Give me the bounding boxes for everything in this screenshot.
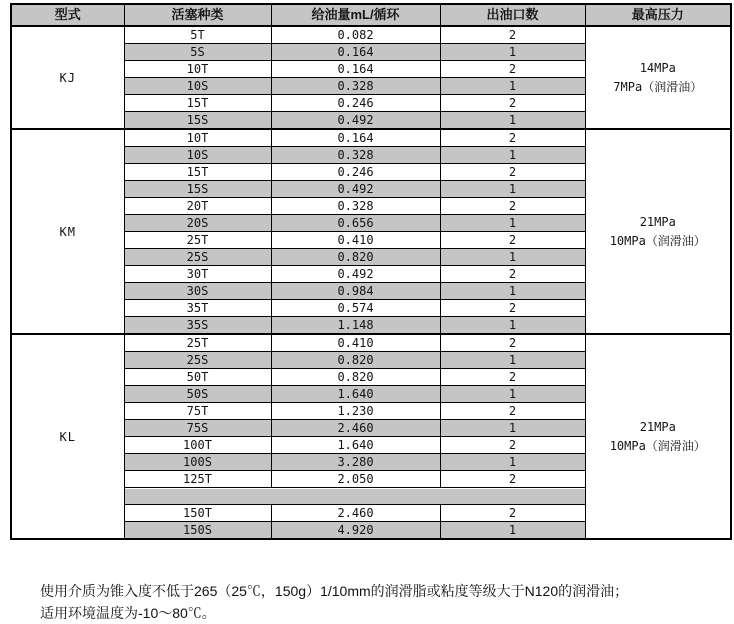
piston-type-cell: 125T (124, 471, 271, 488)
oil-volume-cell: 0.656 (271, 215, 440, 232)
piston-type-cell: 10S (124, 147, 271, 164)
outlet-count-cell: 1 (440, 112, 585, 130)
outlet-count-cell: 1 (440, 249, 585, 266)
oil-volume-cell: 2.050 (271, 471, 440, 488)
outlet-count-cell: 2 (440, 129, 585, 147)
piston-type-cell: 100T (124, 437, 271, 454)
outlet-count-cell: 1 (440, 181, 585, 198)
oil-volume-cell: 1.640 (271, 437, 440, 454)
pressure-cell (585, 26, 731, 129)
column-header-1: 活塞种类 (124, 4, 271, 26)
piston-type-cell: 25S (124, 249, 271, 266)
outlet-count-cell: 1 (440, 352, 585, 369)
type-cell: KL (11, 334, 124, 539)
outlet-count-cell: 2 (440, 61, 585, 78)
outlet-count-cell: 1 (440, 283, 585, 300)
outlet-count-cell: 1 (440, 147, 585, 164)
piston-type-cell: 5T (124, 26, 271, 44)
oil-volume-cell: 0.492 (271, 266, 440, 283)
piston-type-cell: 20S (124, 215, 271, 232)
oil-volume-cell: 0.820 (271, 369, 440, 386)
piston-type-cell: 25T (124, 334, 271, 352)
column-header-4: 最高压力 (585, 4, 731, 26)
piston-type-cell: 35T (124, 300, 271, 317)
piston-type-cell: 15S (124, 112, 271, 130)
piston-type-cell: 5S (124, 44, 271, 61)
outlet-count-cell: 1 (440, 317, 585, 335)
oil-volume-cell: 0.164 (271, 61, 440, 78)
oil-volume-cell: 0.082 (271, 26, 440, 44)
oil-volume-cell: 0.164 (271, 44, 440, 61)
piston-type-cell: 30S (124, 283, 271, 300)
piston-type-cell: 10T (124, 129, 271, 147)
piston-type-cell: 75T (124, 403, 271, 420)
oil-volume-cell: 0.328 (271, 198, 440, 215)
outlet-count-cell: 1 (440, 215, 585, 232)
column-header-2: 给油量mL/循环 (271, 4, 440, 26)
column-header-3: 出油口数 (440, 4, 585, 26)
pressure-line-1: 10MPa（润滑油） (609, 438, 706, 453)
pressure-line-1: 10MPa（润滑油） (609, 233, 706, 248)
oil-volume-cell: 2.460 (271, 505, 440, 522)
outlet-count-cell: 2 (440, 334, 585, 352)
oil-volume-cell: 0.328 (271, 147, 440, 164)
pressure-line-0: 21MPa (639, 214, 676, 229)
footnote-line-1: 使用介质为锥入度不低于265（25℃，150g）1/10mm的润滑脂或粘度等级大于N120的润滑油； (40, 583, 629, 599)
piston-type-cell: 15T (124, 95, 271, 112)
outlet-count-cell: 2 (440, 471, 585, 488)
piston-type-cell: 15S (124, 181, 271, 198)
oil-volume-cell: 1.148 (271, 317, 440, 335)
oil-volume-cell: 0.410 (271, 232, 440, 249)
outlet-count-cell: 2 (440, 232, 585, 249)
piston-type-cell: 75S (124, 420, 271, 437)
oil-volume-cell: 1.230 (271, 403, 440, 420)
pressure-line-1: 7MPa（润滑油） (613, 79, 703, 94)
piston-type-cell: 50S (124, 386, 271, 403)
empty-spacer-gray-bar (125, 489, 585, 504)
oil-volume-cell: 2.460 (271, 420, 440, 437)
outlet-count-cell: 1 (440, 420, 585, 437)
outlet-count-cell: 2 (440, 164, 585, 181)
type-cell: KJ (11, 26, 124, 129)
pressure-line-0: 21MPa (639, 419, 676, 434)
piston-type-cell: 30T (124, 266, 271, 283)
oil-volume-cell: 0.492 (271, 181, 440, 198)
outlet-count-cell: 2 (440, 266, 585, 283)
oil-volume-cell: 3.280 (271, 454, 440, 471)
piston-type-cell: 100S (124, 454, 271, 471)
oil-volume-cell: 0.246 (271, 95, 440, 112)
pressure-cell (585, 129, 731, 334)
piston-type-cell: 150S (124, 522, 271, 540)
piston-type-cell: 10T (124, 61, 271, 78)
piston-type-cell: 10S (124, 78, 271, 95)
piston-type-cell: 25S (124, 352, 271, 369)
outlet-count-cell: 1 (440, 44, 585, 61)
outlet-count-cell: 2 (440, 95, 585, 112)
empty-spacer-row-cell (124, 488, 585, 505)
header-row (11, 4, 731, 26)
piston-type-cell: 150T (124, 505, 271, 522)
outlet-count-cell: 2 (440, 403, 585, 420)
outlet-count-cell: 1 (440, 78, 585, 95)
table-row (11, 334, 731, 352)
oil-volume-cell: 0.164 (271, 129, 440, 147)
oil-volume-cell: 0.246 (271, 164, 440, 181)
table-body (11, 26, 731, 539)
outlet-count-cell: 2 (440, 300, 585, 317)
oil-volume-cell: 4.920 (271, 522, 440, 540)
spec-table (10, 3, 732, 540)
outlet-count-cell: 2 (440, 26, 585, 44)
column-header-0: 型式 (11, 4, 124, 26)
oil-volume-cell: 0.820 (271, 352, 440, 369)
pressure-line-0: 14MPa (639, 60, 676, 75)
oil-volume-cell: 0.328 (271, 78, 440, 95)
piston-type-cell: 15T (124, 164, 271, 181)
table-row (11, 26, 731, 44)
piston-type-cell: 20T (124, 198, 271, 215)
footnotes (40, 580, 628, 624)
outlet-count-cell: 1 (440, 386, 585, 403)
oil-volume-cell: 0.984 (271, 283, 440, 300)
oil-volume-cell: 0.820 (271, 249, 440, 266)
outlet-count-cell: 2 (440, 198, 585, 215)
outlet-count-cell: 1 (440, 454, 585, 471)
type-cell: KM (11, 129, 124, 334)
oil-volume-cell: 1.640 (271, 386, 440, 403)
outlet-count-cell: 1 (440, 522, 585, 540)
table-header (11, 4, 731, 26)
footnote-line-2: 适用环境温度为-10～80℃。 (40, 605, 216, 621)
outlet-count-cell: 2 (440, 505, 585, 522)
oil-volume-cell: 0.410 (271, 334, 440, 352)
piston-type-cell: 35S (124, 317, 271, 335)
outlet-count-cell: 2 (440, 437, 585, 454)
oil-volume-cell: 0.574 (271, 300, 440, 317)
piston-type-cell: 25T (124, 232, 271, 249)
outlet-count-cell: 2 (440, 369, 585, 386)
oil-volume-cell: 0.492 (271, 112, 440, 130)
piston-type-cell: 50T (124, 369, 271, 386)
pressure-cell (585, 334, 731, 539)
table-row (11, 129, 731, 147)
